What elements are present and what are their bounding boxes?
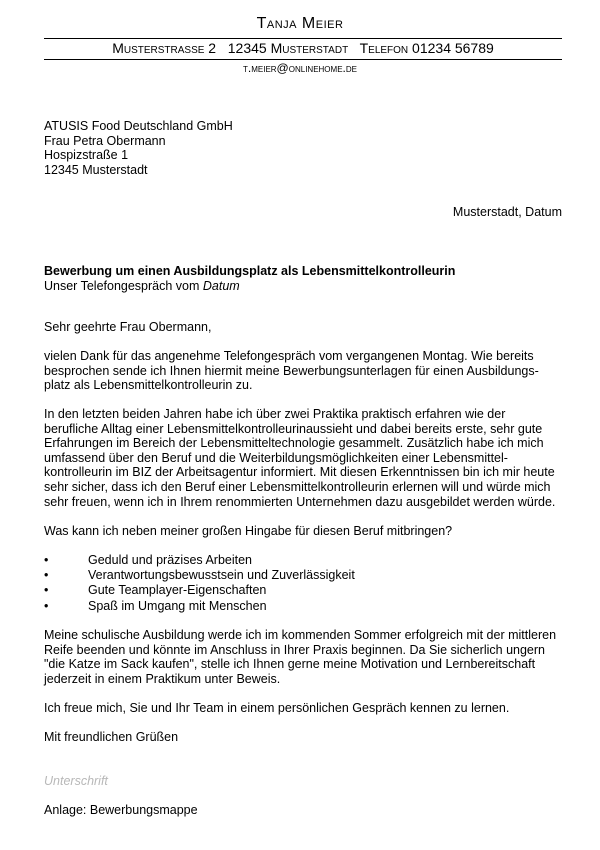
recipient-city: 12345 Musterstadt — [44, 162, 148, 177]
sender-contact-line: Musterstrasse 2 12345 Musterstadt Telefon 01234 56789 — [112, 40, 494, 56]
paragraph-closing-remark: Ich freue mich, Sie und Ihr Team in einem persönlichen Gespräch kennen zu lernen. — [44, 701, 510, 715]
paragraph-thanks — [44, 349, 564, 393]
paragraph-line: vielen Dank für das angenehme Telefongespräch vom vergangenen Montag. Wie bereits — [44, 349, 534, 363]
bullet-icon: • — [44, 568, 49, 583]
subject-reference-date: Datum — [202, 278, 240, 293]
recipient-person: Frau Petra Obermann — [44, 133, 166, 148]
sender-name: Tanja Meier — [256, 15, 344, 32]
list-item-text: Spaß im Umgang mit Menschen — [88, 598, 267, 613]
bullet-icon: • — [44, 583, 49, 598]
subject-title: Bewerbung um einen Ausbildungsplatz als Lebensmittelkontrolleurin — [44, 264, 456, 278]
bullet-icon: • — [44, 598, 49, 613]
paragraph-line: berufliche Alltag einer Lebensmittelkontrolleurinaussieht und dabei bereits erste, sehr gute — [44, 421, 543, 436]
paragraph-education — [44, 628, 564, 686]
paragraph-line: platz als Lebensmittelkontrolleurin zu. — [44, 378, 253, 393]
subject-reference — [44, 279, 455, 294]
signature-placeholder: Unterschrift — [44, 774, 108, 788]
header-rule-top — [44, 38, 562, 39]
attachment-note: Anlage: Bewerbungsmappe — [44, 803, 198, 817]
subject-reference-prefix: Unser Telefongespräch vom — [44, 278, 203, 293]
recipient-street: Hospizstraße 1 — [44, 148, 129, 163]
closing-greeting: Mit freundlichen Grüßen — [44, 730, 179, 744]
paragraph-line: kontrolleurin im BIZ der Arbeitsagentur informiert. Mit diesen Erkenntnissen bin ich mir heute — [44, 465, 555, 480]
recipient-company: ATUSIS Food Deutschland GmbH — [44, 119, 233, 133]
paragraph-line: Erfahrungen im Bereich der Lebensmitteltechnologie gesammelt. Zusätzlich habe ich mich — [44, 436, 544, 451]
bullet-icon: • — [44, 553, 49, 567]
sender-email: t.meier@onlinehome.de — [243, 61, 357, 75]
list-item-text: Verantwortungsbewusstsein und Zuverlässigkeit — [88, 568, 355, 583]
paragraph-line: "die Katze im Sack kaufen", stelle ich Ihnen gerne meine Motivation und Lernbereitschaft — [44, 657, 536, 672]
question-line: Was kann ich neben meiner großen Hingabe für diesen Beruf mitbringen? — [44, 524, 453, 538]
subject-block — [44, 264, 455, 293]
list-item-text: Geduld und präzises Arbeiten — [88, 553, 252, 567]
recipient-address — [44, 119, 233, 177]
paragraph-line: Reife beenden und könnte im Anschluss in Ihrer Praxis beginnen. Da Sie sicherlich ungern — [44, 642, 545, 657]
paragraph-line: sehr freuen, wenn ich in Ihrem renommierten Unternehmen dazu ausgebildet werden würde. — [44, 494, 556, 509]
list-item-text: Gute Teamplayer-Eigenschaften — [88, 583, 267, 598]
paragraph-line: besprochen sende ich Ihnen hiermit meine Bewerbungsunterlagen für einen Ausbildungs- — [44, 363, 539, 378]
header-rule-bottom — [44, 59, 562, 60]
paragraph-line: umfassend über den Beruf und die Weiterbildungsmöglichkeiten einer Lebensmittel- — [44, 450, 508, 465]
paragraph-experience — [44, 407, 564, 509]
paragraph-line: jederzeit in einem Praktikum unter Beweis. — [44, 671, 281, 686]
paragraph-line: In den letzten beiden Jahren habe ich über zwei Praktika praktisch erfahren wie der — [44, 407, 506, 421]
paragraph-line: Meine schulische Ausbildung werde ich im kommenden Sommer erfolgreich mit der mittleren — [44, 628, 557, 642]
date-line: Musterstadt, Datum — [452, 205, 562, 219]
paragraph-line: sehr sicher, dass ich den Beruf einer Lebensmittelkontrolleurin erlernen will und würde mich — [44, 479, 551, 494]
salutation: Sehr geehrte Frau Obermann, — [44, 320, 212, 334]
